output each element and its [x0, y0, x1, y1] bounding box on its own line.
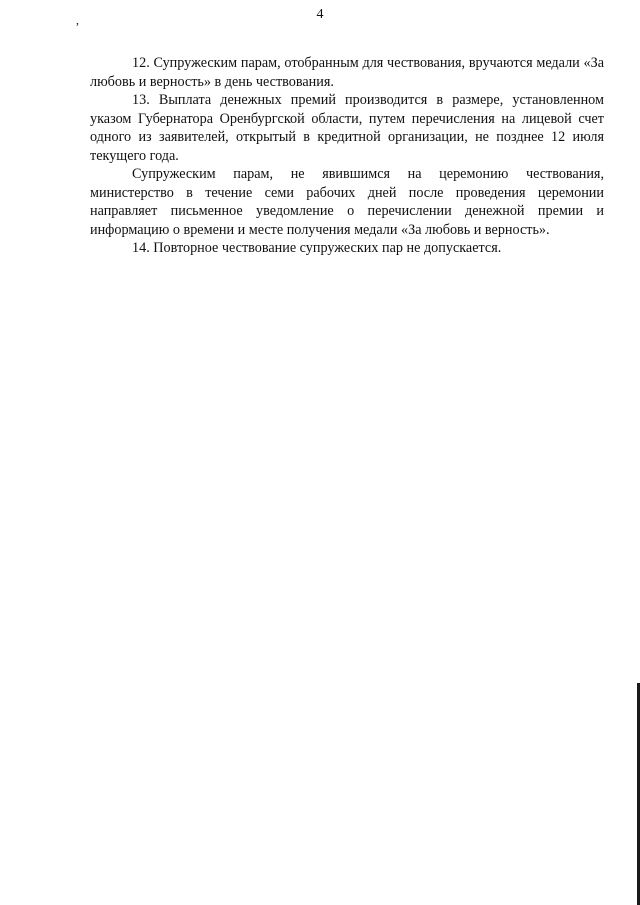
- body-text: [90, 54, 604, 258]
- paragraph-12: 12. Супружеским парам, отобранным для чествования, вручаются медали «За любовь и верность» в день чествования.: [90, 55, 604, 90]
- paragraph-14: 14. Повторное чествование супружеских пар не допускается.: [132, 240, 502, 256]
- stray-mark: ,: [76, 13, 79, 27]
- paragraph-notification: Супружеским парам, не явившимся на церемонию чествования, министерство в течение семи рабочих дней после проведения церемонии направляет письменное уведомление о перечислении денежной премии и информацию о времени и месте получения медали «За любовь и верность».: [90, 166, 604, 238]
- paragraph-13: 13. Выплата денежных премий производится в размере, установленном указом Губернатора Оренбургской области, путем перечисления на лицевой счет одного из заявителей, открытый в кредитной организации, не позднее 12 июля текущего года.: [90, 92, 604, 164]
- page-number: 4: [316, 7, 324, 22]
